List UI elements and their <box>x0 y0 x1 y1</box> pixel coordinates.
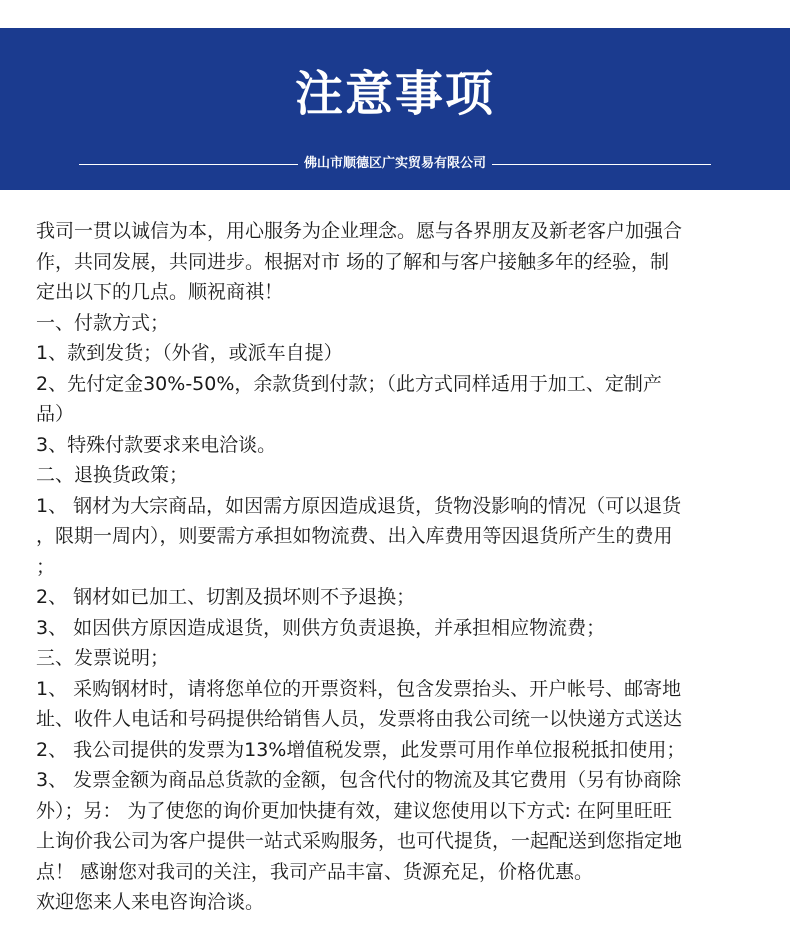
notice-body <box>36 216 766 918</box>
page-title: 注意事项 <box>294 66 495 122</box>
text-line: 3、 如因供方原因造成退货，则供方负责退换，并承担相应物流费； <box>36 616 606 639</box>
left-divider <box>79 164 298 165</box>
text-line: 品） <box>36 403 75 425</box>
text-line: 作，共同发展，共同进步。根据对市 场的了解和与客户接触多年的经验，制 <box>36 250 670 273</box>
text-line: 外）；另： 为了使您的询价更加快捷有效，建议您使用以下方式: 在阿里旺旺 <box>36 799 672 822</box>
section-heading-returns: 二、退换货政策； <box>36 464 189 486</box>
text-line: ，限期一周内），则要需方承担如物流费、出入库费用等因退货所产生的费用 <box>36 525 673 547</box>
section-heading-payment: 一、付款方式； <box>36 311 170 334</box>
text-line: 我司一贯以诚信为本，用心服务为企业理念。愿与各界朋友及新老客户加强合 <box>36 220 683 242</box>
text-line: 2、先付定金30%-50%，余款货到付款；（此方式同样适用于加工、定制产 <box>36 372 662 395</box>
text-line: 址、收件人电话和号码提供给销售人员，发票将由我公司统一以快递方式送达 <box>36 708 683 730</box>
text-line: 欢迎您来人来电咨询洽谈。 <box>36 891 265 913</box>
text-line: 3、特殊付款要求来电洽谈。 <box>36 433 277 456</box>
text-line: 1、款到发货；（外省，或派车自提） <box>36 342 343 364</box>
text-line: 定出以下的几点。顺祝商祺！ <box>36 281 284 303</box>
text-line: 1、 钢材为大宗商品，如因需方原因造成退货，货物没影响的情况（可以退货 <box>36 494 682 517</box>
text-line: 2、 我公司提供的发票为13%增值税发票，此发票可用作单位报税抵扣使用； <box>36 738 686 761</box>
text-line: 点！ 感谢您对我司的关注，我司产品丰富、货源充足，价格优惠。 <box>36 860 594 883</box>
right-divider <box>492 164 711 165</box>
section-heading-invoice: 三、发票说明； <box>36 647 170 669</box>
text-line: 上询价我公司为客户提供一站式采购服务，也可代提货，一起配送到您指定地 <box>36 830 683 852</box>
subtitle-row <box>79 154 711 174</box>
text-line: 3、 发票金额为商品总货款的金额，包含代付的物流及其它费用（另有协商除 <box>36 769 682 791</box>
text-line: ； <box>36 555 56 578</box>
text-line: 1、 采购钢材时，请将您单位的开票资料，包含发票抬头、开户帐号、邮寄地 <box>36 677 682 700</box>
company-name: 佛山市顺德区广实贸易有限公司 <box>304 156 487 171</box>
header-banner <box>0 28 790 190</box>
text-line: 2、 钢材如已加工、切割及损坏则不予退换； <box>36 586 416 608</box>
